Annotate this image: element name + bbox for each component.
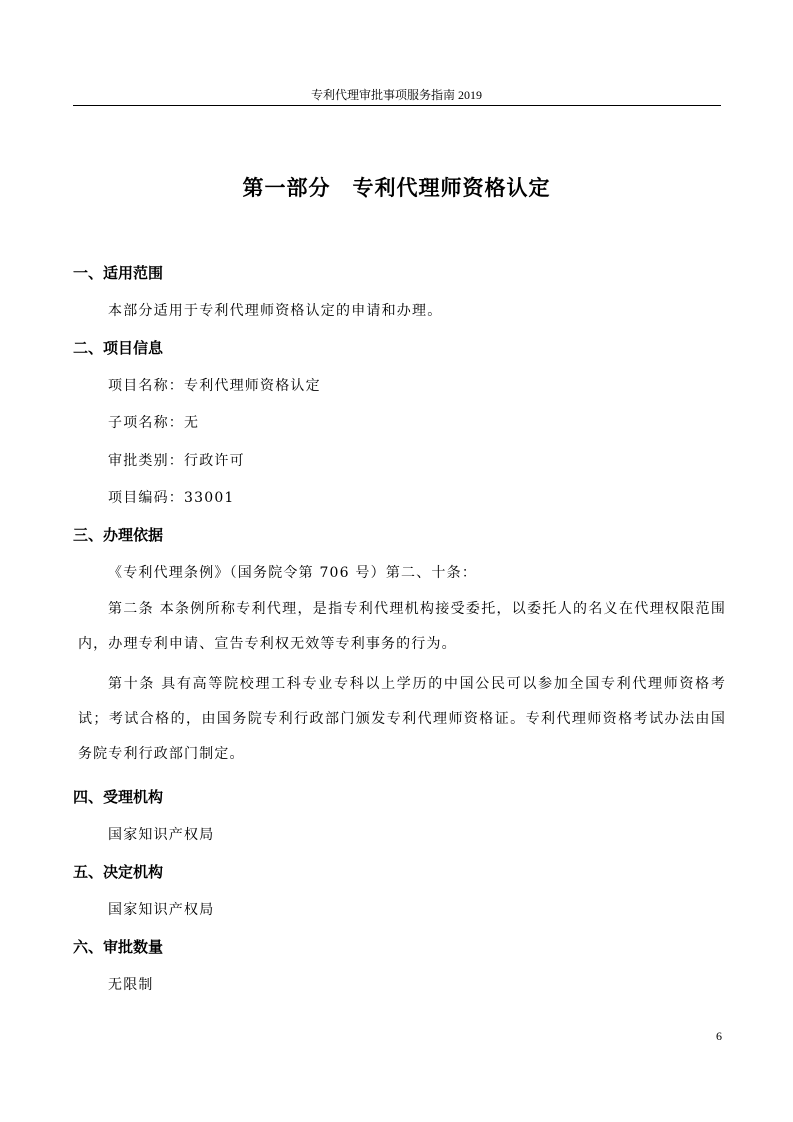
- basis-intro: 《专利代理条例》（国务院令第 706 号）第二、十条：: [108, 565, 478, 581]
- approval-category-line: 审批类别：行政许可: [108, 453, 245, 469]
- page-title: [0, 174, 793, 202]
- heading-accepting-agency: 四、受理机构: [73, 788, 164, 806]
- title-part: 第一部分: [242, 176, 331, 200]
- header-divider: [73, 105, 721, 106]
- item-name-line: 项目名称：专利代理师资格认定: [108, 378, 321, 394]
- sub-item-name-line: 子项名称：无: [108, 415, 200, 431]
- deciding-agency-text: 国家知识产权局: [108, 902, 215, 918]
- page-number: 6: [716, 1029, 722, 1043]
- accepting-agency-text: 国家知识产权局: [108, 827, 215, 843]
- heading-item-info: 二、项目信息: [73, 339, 164, 357]
- approval-quantity-text: 无限制: [108, 977, 154, 993]
- title-name: 专利代理师资格认定: [352, 176, 551, 200]
- scope-text: 本部分适用于专利代理师资格认定的申请和办理。: [108, 303, 443, 319]
- running-title: 专利代理审批事项服务指南 2019: [310, 88, 482, 102]
- heading-basis: 三、办理依据: [73, 526, 164, 544]
- article-10-paragraph: 第十条 具有高等院校理工科专业专科以上学历的中国公民可以参加全国专利代理师资格考试；考试合格的，由国务院专利行政部门颁发专利代理师资格证。专利代理师资格考试办法由国务院专利行政部门制定。: [78, 676, 726, 762]
- heading-approval-quantity: 六、审批数量: [73, 938, 164, 956]
- heading-deciding-agency: 五、决定机构: [73, 863, 164, 881]
- item-code-line: 项目编码：33001: [108, 490, 235, 506]
- article-2-paragraph: 第二条 本条例所称专利代理，是指专利代理机构接受委托，以委托人的名义在代理权限范围内，办理专利申请、宣告专利权无效等专利事务的行为。: [78, 601, 726, 652]
- heading-scope: 一、适用范围: [73, 264, 164, 282]
